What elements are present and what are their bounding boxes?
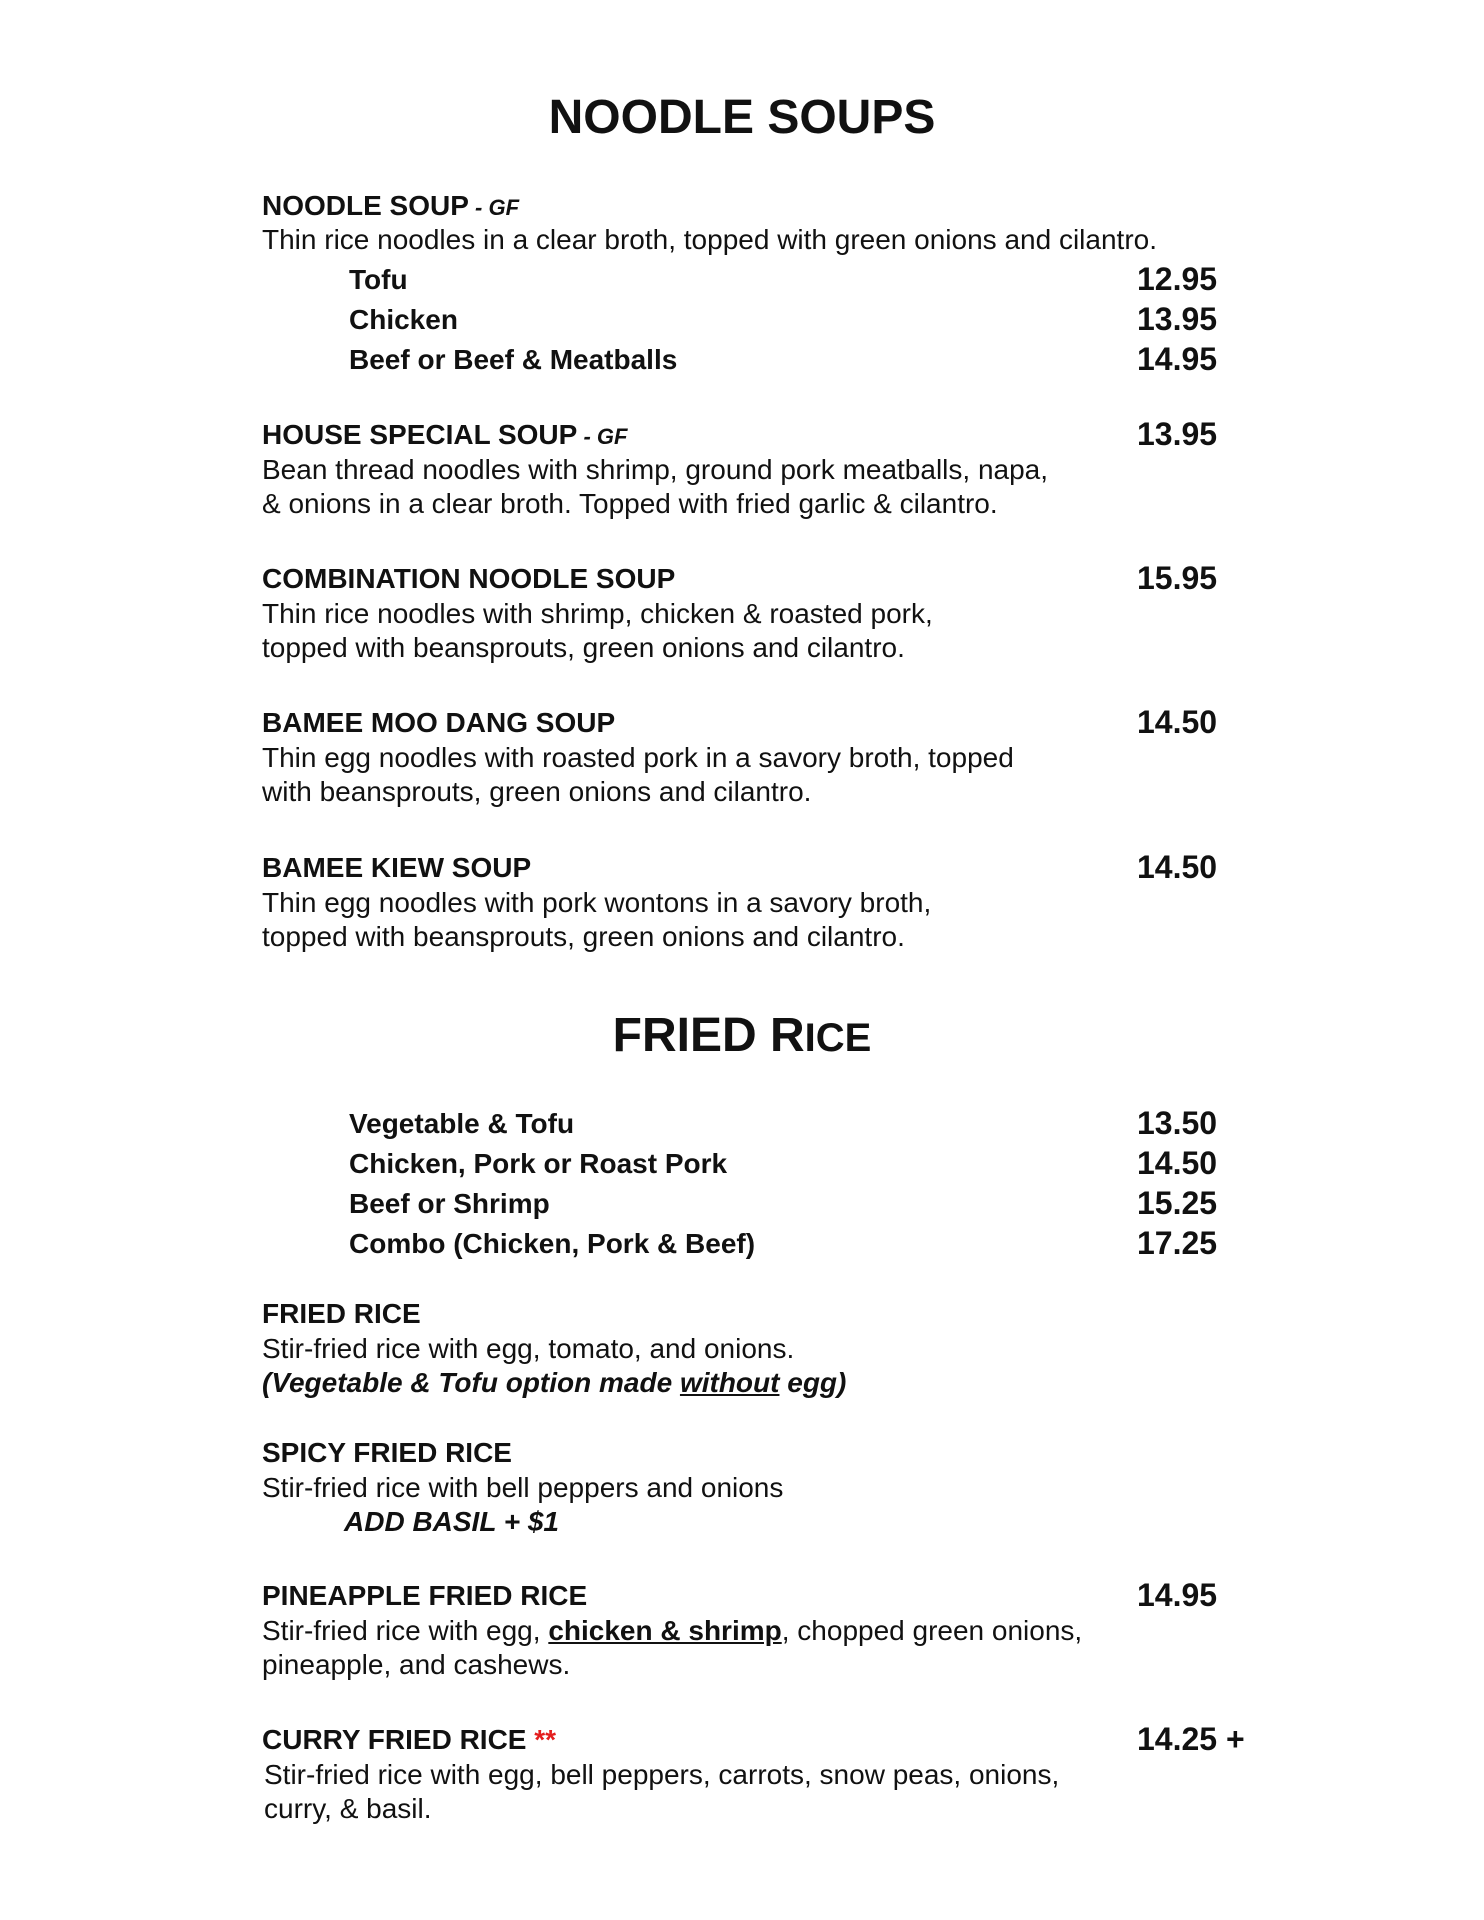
bamee-kiew-title: BAMEE KIEW SOUP [262, 852, 532, 883]
noodle-soup-title [262, 190, 519, 222]
curry-fried-rice-price: 14.25 + [1137, 1721, 1245, 1757]
heading-text: FRIED R [612, 1009, 805, 1062]
bamee-moo-dang-description-line1: Thin egg noodles with roasted pork in a savory broth, topped [262, 742, 1014, 773]
fried-rice-title: FRIED RICE [262, 1298, 421, 1329]
option-label: Chicken [349, 304, 458, 335]
note-text: (Vegetable & Tofu option made [262, 1367, 680, 1398]
option-price: 14.95 [1137, 341, 1218, 377]
option-label: Vegetable & Tofu [349, 1108, 575, 1139]
bamee-moo-dang-title: BAMEE MOO DANG SOUP [262, 707, 616, 738]
pineapple-fried-rice-description-line1 [262, 1615, 1082, 1647]
option-price: 13.50 [1137, 1105, 1218, 1141]
bamee-kiew-description-line1: Thin egg noodles with pork wontons in a savory broth, [262, 887, 932, 918]
option-label: Beef or Beef & Meatballs [349, 344, 678, 375]
gf-tag: - GF [468, 195, 520, 220]
house-special-description-line1: Bean thread noodles with shrimp, ground pork meatballs, napa, [262, 454, 1049, 485]
spicy-stars: ** [534, 1724, 557, 1755]
spicy-fried-rice-title: SPICY FRIED RICE [262, 1437, 512, 1468]
combination-description-line2: topped with beansprouts, green onions and cilantro. [262, 632, 905, 663]
fried-rice-description: Stir-fried rice with egg, tomato, and onions. [262, 1333, 795, 1364]
desc-emphasis: chicken & shrimp [548, 1615, 782, 1646]
option-label: Tofu [349, 264, 408, 295]
item-name: NOODLE SOUP [262, 190, 469, 221]
noodle-soup-description: Thin rice noodles in a clear broth, topped with green onions and cilantro. [262, 224, 1157, 255]
option-price: 13.95 [1137, 301, 1218, 337]
option-price: 17.25 [1137, 1225, 1218, 1261]
bamee-kiew-description-line2: topped with beansprouts, green onions and cilantro. [262, 921, 905, 952]
bamee-moo-dang-description-line2: with beansprouts, green onions and cilantro. [262, 776, 812, 807]
note-text: egg) [779, 1367, 847, 1398]
option-label: Chicken, Pork or Roast Pork [349, 1148, 728, 1179]
gf-tag: - GF [577, 424, 628, 449]
fried-rice-heading [0, 1008, 1484, 1063]
option-price: 14.50 [1137, 1145, 1218, 1181]
curry-fried-rice-title [262, 1724, 556, 1756]
option-label: Beef or Shrimp [349, 1188, 550, 1219]
fried-rice-note [262, 1367, 846, 1399]
add-basil-note: ADD BASIL + $1 [344, 1506, 559, 1537]
item-name: CURRY FRIED RICE [262, 1724, 535, 1755]
curry-fried-rice-description-line2: curry, & basil. [264, 1793, 432, 1824]
item-name: HOUSE SPECIAL SOUP [262, 419, 578, 450]
combination-description-line1: Thin rice noodles with shrimp, chicken & roasted pork, [262, 598, 933, 629]
noodle-soups-heading: NOODLE SOUPS [548, 91, 936, 144]
bamee-moo-dang-price: 14.50 [1137, 704, 1218, 740]
note-underlined: without [679, 1367, 780, 1398]
bamee-kiew-price: 14.50 [1137, 849, 1218, 885]
option-price: 15.25 [1137, 1185, 1218, 1221]
combination-title: COMBINATION NOODLE SOUP [262, 563, 676, 594]
house-special-description-line2: & onions in a clear broth. Topped with fried garlic & cilantro. [262, 488, 998, 519]
combination-price: 15.95 [1137, 560, 1218, 596]
option-label: Combo (Chicken, Pork & Beef) [349, 1228, 756, 1259]
house-special-title [262, 419, 627, 451]
desc-text: Stir-fried rice with egg, [262, 1615, 549, 1646]
house-special-price: 13.95 [1137, 416, 1218, 452]
desc-text: , chopped green onions, [781, 1615, 1083, 1646]
heading-small-caps: ICE [804, 1016, 872, 1060]
pineapple-fried-rice-title: PINEAPPLE FRIED RICE [262, 1580, 588, 1611]
option-price: 12.95 [1137, 261, 1218, 297]
curry-fried-rice-description-line1: Stir-fried rice with egg, bell peppers, carrots, snow peas, onions, [264, 1759, 1060, 1790]
spicy-fried-rice-description: Stir-fried rice with bell peppers and onions [262, 1472, 784, 1503]
pineapple-fried-rice-price: 14.95 [1137, 1577, 1218, 1613]
pineapple-fried-rice-description-line2: pineapple, and cashews. [262, 1649, 571, 1680]
